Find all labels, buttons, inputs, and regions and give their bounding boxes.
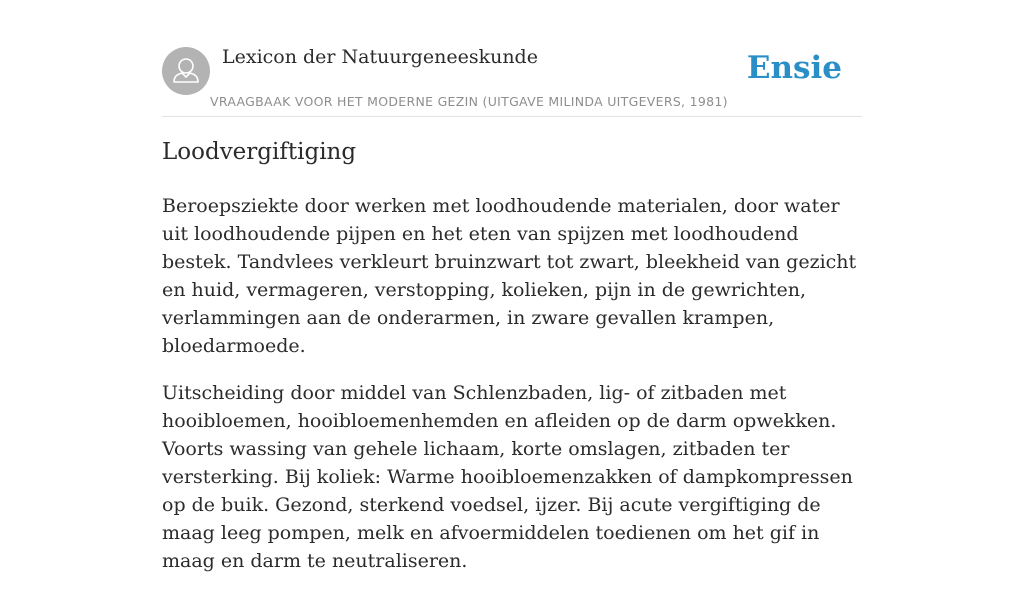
article-body <box>162 192 862 594</box>
source-header <box>162 44 862 117</box>
user-silhouette-icon <box>162 47 210 95</box>
article-paragraph-1: Beroepsziekte door werken met loodhoudende materialen, door water uit loodhoudende pijpen en het eten van spijzen met loodhoudend bestek. Tandvlees verkleurt bruinzwart tot zwart, bleekheid van gezicht en huid, vermageren, verstopping, kolieken, pijn in de gewrichten, verlammingen aan de onderarmen, in zware gevallen krampen, bloedarmoede. <box>162 195 857 357</box>
article-title: Loodvergiftiging <box>162 139 357 165</box>
source-subtitle: VRAAGBAAK VOOR HET MODERNE GEZIN (UITGAVE MILINDA UITGEVERS, 1981) <box>210 94 728 109</box>
source-title[interactable]: Lexicon der Natuurgeneeskunde <box>222 46 538 68</box>
article-paragraph-2: Uitscheiding door middel van Schlenzbaden, lig- of zitbaden met hooibloemen, hooibloemenhemden en afleiden op de darm opwekken. Voorts wassing van gehele lichaam, korte omslagen, zitbaden ter versterking. Bij koliek: Warme hooibloemenzakken of dampkompressen op de buik. Gezond, sterkend voedsel, ijzer. Bij acute vergiftiging de maag leeg pompen, melk en afvoermiddelen toedienen om het gif in maag en darm te neutraliseren. <box>162 382 853 572</box>
ensie-logo[interactable]: Ensie <box>746 50 842 86</box>
source-avatar[interactable] <box>162 47 210 95</box>
